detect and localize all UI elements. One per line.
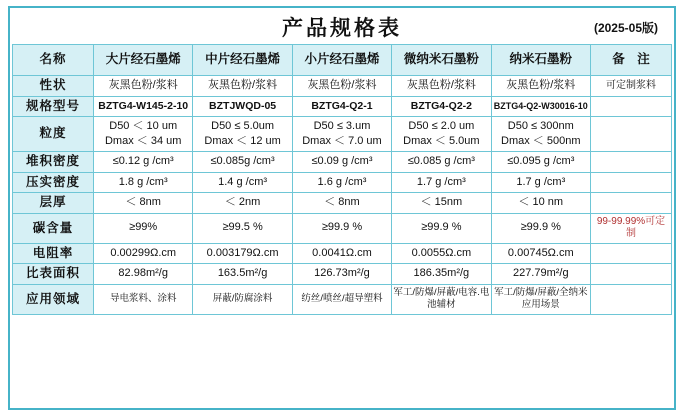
cell-carbon-content-3: ≥99.9 % [292,213,391,243]
cell-resistivity-5: 0.00745Ω.cm [491,243,590,264]
table-row [13,151,672,172]
cell-bulk-density-4: ≤0.085 g /cm³ [392,151,491,172]
cell-thickness-remark [591,193,672,214]
header-cell-col5: 纳米石墨粉 [491,45,590,76]
cell-appearance-4: 灰黑色粉/浆料 [392,76,491,97]
cell-ssa-5: 227.79m²/g [491,264,590,285]
cell-particle-size-remark [591,117,672,152]
cell-thickness-4: ＜ 15nm [392,193,491,214]
cell-resistivity-1: 0.00299Ω.cm [94,243,193,264]
cell-thickness-3: ＜ 8nm [292,193,391,214]
cell-particle-size-3-dmax: Dmax ＜ 7.0 um [302,135,382,148]
cell-model-3: BZTG4-Q2-1 [292,96,391,117]
cell-ssa-2: 163.5m²/g [193,264,292,285]
cell-particle-size-3 [292,117,391,152]
table-row [13,264,672,285]
cell-model-remark [591,96,672,117]
cell-carbon-content-5: ≥99.9 % [491,213,590,243]
cell-particle-size-2-dmax: Dmax ＜ 12 um [204,135,281,148]
cell-application-2: 屏蔽/防腐涂料 [193,285,292,315]
row-label-carbon-content: 碳含量 [13,213,94,243]
header-cell-col4: 微纳米石墨粉 [392,45,491,76]
cell-compact-density-5: 1.7 g /cm³ [491,172,590,193]
cell-appearance-3: 灰黑色粉/浆料 [292,76,391,97]
cell-model-1: BZTG4-W145-2-10 [94,96,193,117]
table-header-row [13,45,672,76]
cell-compact-density-4: 1.7 g /cm³ [392,172,491,193]
cell-particle-size-3-d50: D50 ≤ 3.um [313,120,371,133]
cell-carbon-content-4: ≥99.9 % [392,213,491,243]
table-row [13,172,672,193]
cell-resistivity-3: 0.0041Ω.cm [292,243,391,264]
cell-ssa-3: 126.73m²/g [292,264,391,285]
page-title: 产品规格表 [282,17,402,40]
header-cell-col1: 大片经石墨烯 [94,45,193,76]
cell-particle-size-4-d50: D50 ≤ 2.0 um [408,120,475,133]
cell-application-remark [591,285,672,315]
row-label-specific-surface-area: 比表面积 [13,264,94,285]
header-cell-name: 名称 [13,45,94,76]
table-row [13,243,672,264]
cell-compact-density-1: 1.8 g /cm³ [94,172,193,193]
cell-appearance-remark: 可定制浆料 [591,76,672,97]
cell-appearance-2: 灰黑色粉/浆料 [193,76,292,97]
cell-application-4: 军工/防爆/屏蔽/电容.电池辅材 [392,285,491,315]
cell-particle-size-2 [193,117,292,152]
header-cell-col3: 小片经石墨烯 [292,45,391,76]
cell-resistivity-2: 0.003179Ω.cm [193,243,292,264]
spec-sheet-frame [8,6,676,410]
version-label: (2025-05版) [593,21,658,35]
cell-bulk-density-3: ≤0.09 g /cm³ [292,151,391,172]
cell-particle-size-4 [392,117,491,152]
table-row [13,285,672,315]
table-row [13,213,672,243]
cell-carbon-content-remark: 99-99.99%可定制 [591,213,672,243]
cell-ssa-4: 186.35m²/g [392,264,491,285]
cell-model-4: BZTG4-Q2-2 [392,96,491,117]
row-label-appearance: 性状 [13,76,94,97]
cell-ssa-1: 82.98m²/g [94,264,193,285]
cell-application-1: 导电浆料、涂料 [94,285,193,315]
table-row [13,193,672,214]
row-label-model: 规格型号 [13,96,94,117]
cell-particle-size-1-d50: D50 ＜ 10 um [109,120,178,133]
cell-resistivity-4: 0.0055Ω.cm [392,243,491,264]
cell-thickness-2: ＜ 2nm [193,193,292,214]
cell-bulk-density-remark [591,151,672,172]
cell-particle-size-1 [94,117,193,152]
cell-bulk-density-5: ≤0.095 g /cm³ [491,151,590,172]
cell-particle-size-5-dmax: Dmax ＜ 500nm [501,135,581,148]
cell-ssa-remark [591,264,672,285]
cell-appearance-5: 灰黑色粉/浆料 [491,76,590,97]
cell-resistivity-remark [591,243,672,264]
row-label-compact-density: 压实密度 [13,172,94,193]
cell-compact-density-2: 1.4 g /cm³ [193,172,292,193]
cell-bulk-density-2: ≤0.085g /cm³ [193,151,292,172]
table-row [13,117,672,152]
cell-particle-size-1-dmax: Dmax ＜ 34 um [104,135,182,148]
cell-application-5: 军工/防爆/屏蔽/全纳米应用场景 [491,285,590,315]
cell-carbon-content-2: ≥99.5 % [193,213,292,243]
table-row [13,76,672,97]
row-label-application: 应用领域 [13,285,94,315]
cell-carbon-content-1: ≥99% [94,213,193,243]
cell-application-3: 纺丝/喷丝/超导塑料 [292,285,391,315]
cell-bulk-density-1: ≤0.12 g /cm³ [94,151,193,172]
header-cell-col2: 中片经石墨烯 [193,45,292,76]
cell-compact-density-3: 1.6 g /cm³ [292,172,391,193]
spec-table [12,44,672,315]
row-label-thickness: 层厚 [13,193,94,214]
title-bar [12,10,672,44]
row-label-resistivity: 电阻率 [13,243,94,264]
cell-thickness-1: ＜ 8nm [94,193,193,214]
row-label-particle-size: 粒度 [13,117,94,152]
cell-particle-size-4-dmax: Dmax ＜ 5.0um [403,135,480,148]
cell-particle-size-5 [491,117,590,152]
table-row [13,96,672,117]
cell-compact-density-remark [591,172,672,193]
header-cell-remark: 备 注 [591,45,672,76]
cell-model-2: BZTJWQD-05 [193,96,292,117]
cell-thickness-5: ＜ 10 nm [491,193,590,214]
cell-appearance-1: 灰黑色粉/浆料 [94,76,193,97]
cell-model-5: BZTG4-Q2-W30016-10 [491,96,590,117]
row-label-bulk-density: 堆积密度 [13,151,94,172]
cell-particle-size-2-d50: D50 ≤ 5.0um [211,120,275,133]
cell-particle-size-5-d50: D50 ≤ 300nm [507,120,574,133]
